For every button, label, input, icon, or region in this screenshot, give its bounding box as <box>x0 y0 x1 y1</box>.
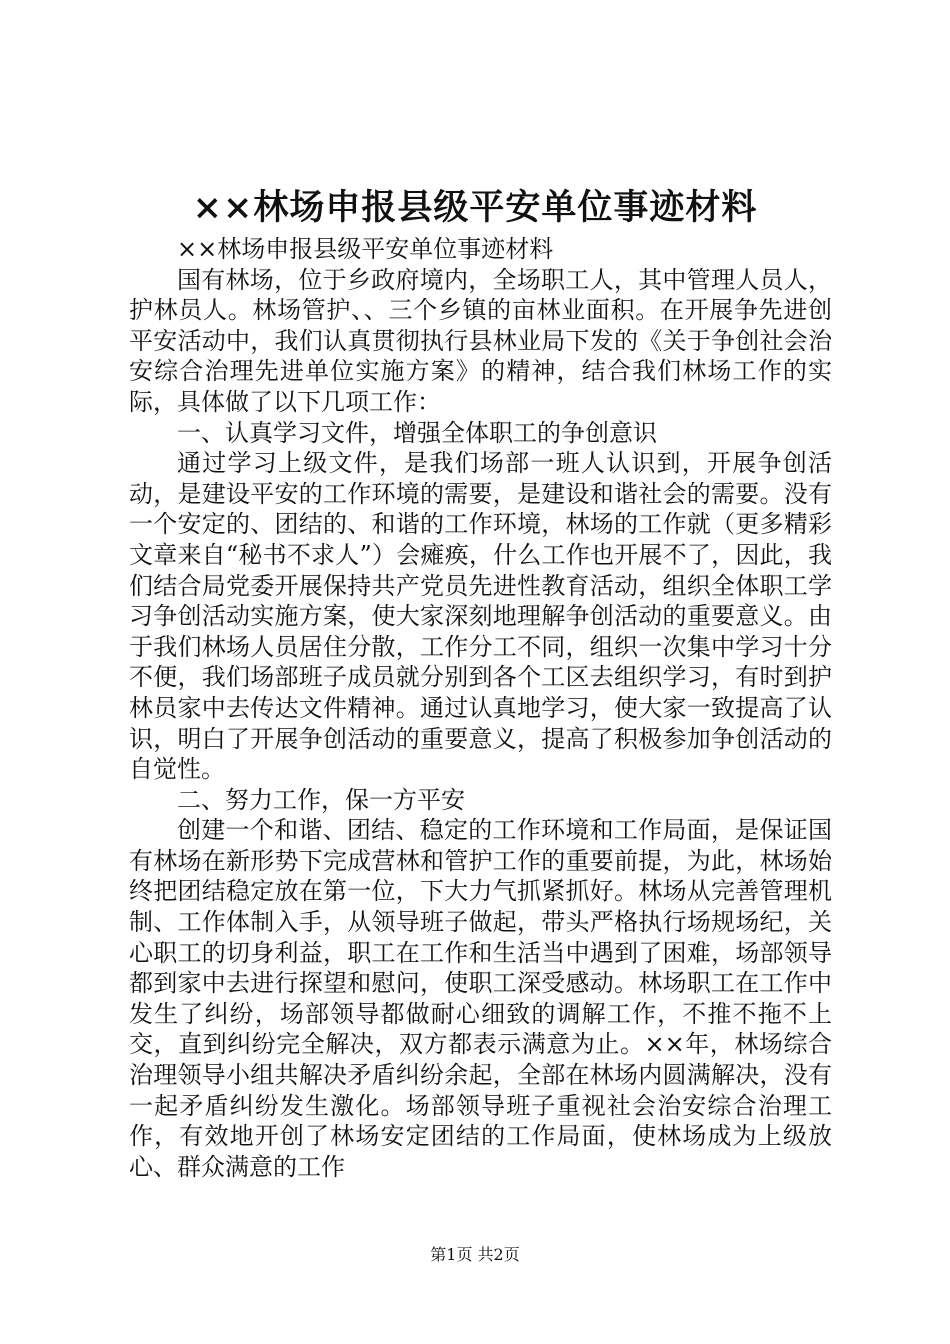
page-footer: 第1页 共2页 <box>430 1245 520 1264</box>
section-heading-1: 一、认真学习文件，增强全体职工的争创意识 <box>177 418 657 447</box>
body-paragraph-subtitle: ××林场申报县级平安单位事迹材料 <box>177 235 554 263</box>
body-paragraph-section-1: 通过学习上级文件，是我们场部一班人认识到，开展争创活动，是建设平安的工作环境的需要，是建设和谐社会的需要。没有一个安定的、团结的、和谐的工作环境，林场的工作就（更多精彩文章来自“秘书不求人”）会瘫痪，什么工作也开展不了，因此，我们结合局党委开展保持共产党员先进性教育活动，组织全体职工学习争创活动实施方案，使大家深刻地理解争创活动的重要意义。由于我们林场人员居住分散，工作分工不同，组织一次集中学习十分不便，我们场部班子成员就分别到各个工区去组织学习，有时到护林员家中去传达文件精神。通过认真地学习，使大家一致提高了认识，明白了开展争创活动的重要意义，提高了积极参加争创活动的自觉性。 <box>129 449 832 784</box>
body-paragraph-intro: 国有林场，位于乡政府境内，全场职工人，其中管理人员人，护林员人。林场管护、、三个乡镇的亩林业面积。在开展争先进创平安活动中，我们认真贯彻执行县林业局下发的《关于争创社会治安综合治理先进单位实施方案》的精神，结合我们林场工作的实际，具体做了以下几项工作： <box>129 265 832 416</box>
section-heading-2: 二、努力工作，保一方平安 <box>177 785 465 814</box>
body-paragraph-section-2: 创建一个和谐、团结、稳定的工作环境和工作局面，是保证国有林场在新形势下完成营林和管护工作的重要前提，为此，林场始终把团结稳定放在第一位，下大力气抓紧抓好。林场从完善管理机制、工作体制入手，从领导班子做起，带头严格执行场规场纪，关心职工的切身利益，职工在工作和生活当中遇到了困难，场部领导都到家中去进行探望和慰问，使职工深受感动。林场职工在工作中发生了纠纷，场部领导都做耐心细致的调解工作，不推不拖不上交，直到纠纷完全解决，双方都表示满意为止。××年，林场综合治理领导小组共解决矛盾纠纷余起，全部在林场内圆满解决，没有一起矛盾纠纷发生激化。场部领导班子重视社会治安综合治理工作，有效地开创了林场安定团结的工作局面，使林场成为上级放心、群众满意的工作 <box>129 816 832 1181</box>
document-body <box>129 234 832 1182</box>
document-title: ××林场申报县级平安单位事迹材料 <box>192 187 758 228</box>
